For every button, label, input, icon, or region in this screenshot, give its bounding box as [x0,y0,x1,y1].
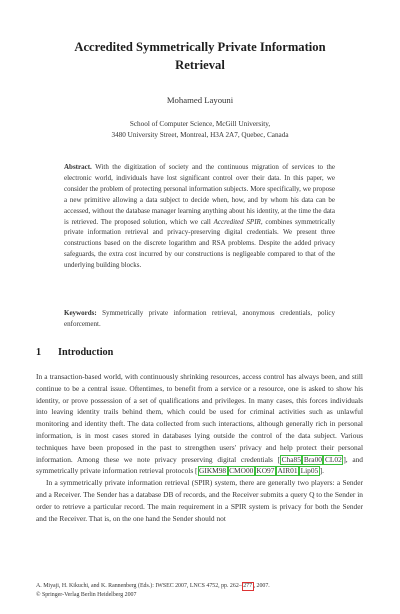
section-number: 1 [36,347,42,358]
abstract [64,162,335,271]
section-heading [36,347,113,358]
footer [36,582,366,599]
footer-copyright: © Springer-Verlag Berlin Heidelberg 2007 [36,591,137,598]
citation-link[interactable]: AIR01 [277,466,298,476]
paragraph-1 [36,371,363,477]
footer-citation-text: A. Miyaji, H. Kikuchi, and K. Rannenberg (Eds.): IWSEC 2007, LNCS 4752, pp. 262– [36,583,242,589]
affiliation [0,119,400,141]
paragraph-1-text-c: ]. [319,466,325,476]
title-line-1: Accredited Symmetrically Private Information [74,40,326,54]
citation-link[interactable]: Cha85 [281,454,301,464]
keywords-text: Symmetrically private information retrieval, anonymous credentials, policy enforcement. [64,309,335,328]
abstract-text-2: , combines symmetrically private information retrieval and privacy-preserving digital credentials. We present three constructions based on the discrete logarithm and RSA problems. Despite the added privacy safeguards, the extra cost incurred by our constructions is negligeable compared to that of the underlying building blocks. [64,217,335,270]
footer-citation-end: , 2007. [253,583,270,589]
keywords-label: Keywords: [64,309,97,317]
citation-link[interactable]: KO97 [256,466,275,476]
affiliation-line-2: 3480 University Street, Montreal, H3A 2A7, Quebec, Canada [111,131,289,139]
citation-link[interactable]: CL02 [324,454,342,464]
paragraph-1-text-b: ], and symmetrically private information retrieval protocols [ [36,454,363,476]
paper-title [40,38,360,74]
keywords [64,308,335,330]
page-end-link[interactable]: 277 [243,583,253,589]
author-name: Mohamed Layouni [166,95,234,105]
paragraph-2: In a symmetrically private information retrieval (SPIR) system, there are generally two players: a Sender and a Receiver. The Sender has a database DB of records, and the Receiver submits a query Q to the Sender in order to retrieve a particular record. The main requirement in a SPIR system is privacy for both the Sender and the Receiver. That is, on the one hand the Sender should not [36,478,363,523]
title-line-2: Retrieval [175,58,225,72]
paragraph-1-text-a: In a transaction-based world, with continuously shrinking resources, access control has always been, and still continue to be a central issue. Oftentimes, to benefit from a service or a resource, one is asked to show his identity, or prove possession of a set of qualifications and privileges. In many cases, this forces individuals into leaving identity trails behind them, which could be used for criminal activities such as unlawful monitoring and identity theft. The data collected from such interactions, although generally rich in personal information, is in most cases stored in databases lying outside the control of the data subject. Various techniques have been proposed in the past to strengthen users' privacy and help protect their personal information. Among these we note privacy preserving digital credentials [ [36,372,363,464]
abstract-emphasis: Accredited SPIR [213,217,261,226]
section-title: Introduction [58,347,114,358]
citation-link[interactable]: Bra00 [303,454,322,464]
citation-link[interactable]: CMO00 [229,466,254,476]
body-text [36,371,363,524]
footer-line-1 [36,582,366,591]
citation-link[interactable]: GIKM98 [199,466,227,476]
citation-link[interactable]: Lip05 [300,466,319,476]
affiliation-line-1: School of Computer Science, McGill University, [129,120,271,128]
abstract-text-1: With the digitization of society and the continuous migration of services to the electronic world, individuals have lost significant control over their data. In this paper, we consider the problem of protecting personal information subjects. More specifically, we propose a new primitive allowing a data subject to decide when, how, and by whom his data can be accessed, without the database manager learning anything about his identity, at the time the data is retrieved. The proposed solution, which we call [64,163,336,226]
abstract-label: Abstract. [64,163,92,171]
